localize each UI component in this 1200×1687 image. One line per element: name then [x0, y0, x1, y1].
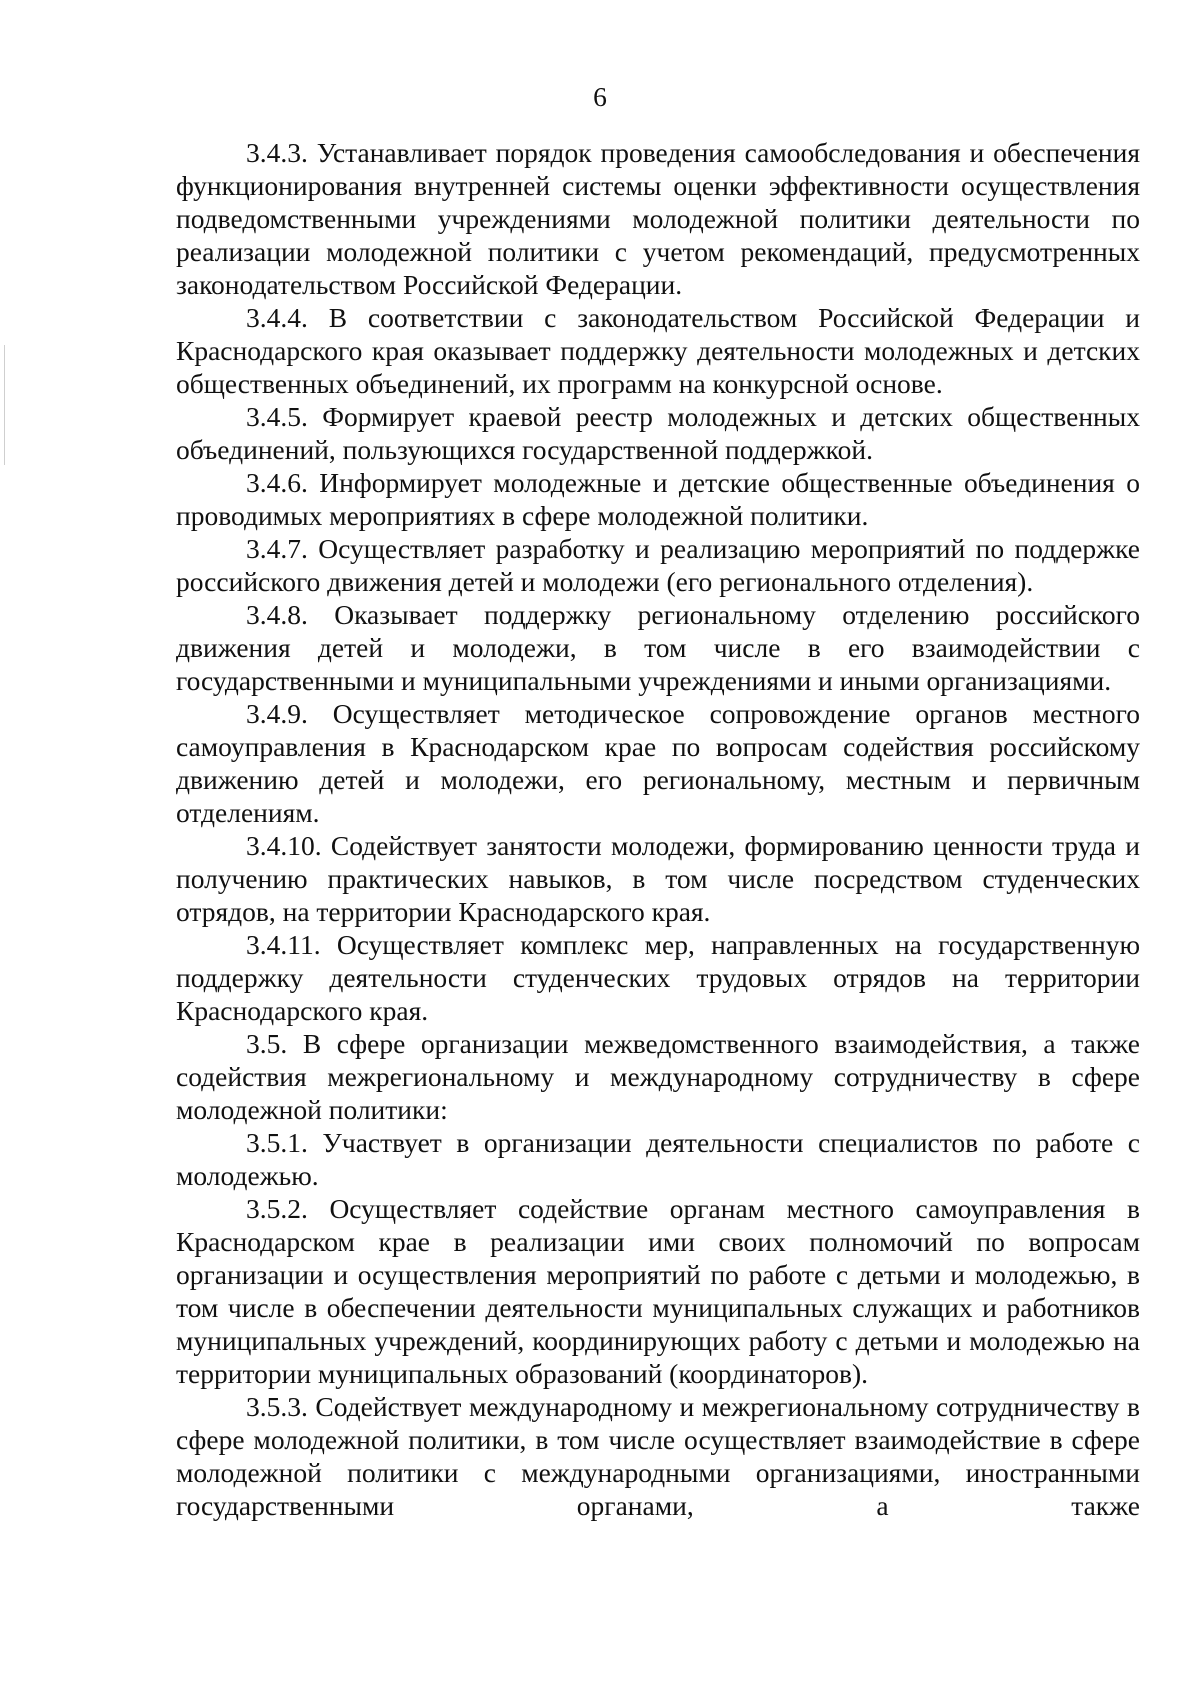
scan-edge-mark	[4, 345, 5, 465]
paragraph-3-4-3: 3.4.3. Устанавливает порядок проведения самообследования и обеспечения функционирования внутренней системы оценки эффективности осуществления подведомственными учреждениями молодежной политики деятельности по реализации молодежной политики с учетом рекомендаций, предусмотренных законодательством Российской Федерации.	[176, 137, 1140, 300]
paragraph-3-4-5: 3.4.5. Формирует краевой реестр молодежных и детских общественных объединений, пользующихся государственной поддержкой.	[176, 401, 1140, 465]
paragraph-3-4-9: 3.4.9. Осуществляет методическое сопровождение органов местного самоуправления в Краснодарском крае по вопросам содействия российскому движению детей и молодежи, его региональному, местным и первичным отделениям.	[176, 698, 1140, 828]
paragraph-3-4-8: 3.4.8. Оказывает поддержку региональному отделению российского движения детей и молодежи, в том числе в его взаимодействии с государственными и муниципальными учреждениями и иными организациями.	[176, 599, 1140, 696]
paragraph-3-4-6: 3.4.6. Информирует молодежные и детские общественные объединения о проводимых мероприятиях в сфере молодежной политики.	[176, 467, 1140, 531]
paragraph-3-5: 3.5. В сфере организации межведомственного взаимодействия, а также содействия межрегиональному и международному сотрудничеству в сфере молодежной политики:	[176, 1028, 1140, 1125]
paragraph-3-4-11: 3.4.11. Осуществляет комплекс мер, направленных на государственную поддержку деятельности студенческих трудовых отрядов на территории Краснодарского края.	[176, 929, 1140, 1026]
paragraph-3-4-10: 3.4.10. Содействует занятости молодежи, формированию ценности труда и получению практических навыков, в том числе посредством студенческих отрядов, на территории Краснодарского края.	[176, 830, 1140, 927]
page-number: 6	[593, 81, 607, 112]
paragraph-3-5-3: 3.5.3. Содействует международному и межрегиональному сотрудничеству в сфере молодежной политики, в том числе осуществляет взаимодействие в сфере молодежной политики с международными организациями, иностранными государственными органами, а также	[176, 1391, 1140, 1521]
paragraph-3-5-2: 3.5.2. Осуществляет содействие органам местного самоуправления в Краснодарском крае в реализации ими своих полномочий по вопросам организации и осуществления мероприятий по работе с детьми и молодежью, в том числе в обеспечении деятельности муниципальных служащих и работников муниципальных учреждений, координирующих работу с детьми и молодежью на территории муниципальных образований (координаторов).	[176, 1193, 1140, 1389]
paragraph-3-4-7: 3.4.7. Осуществляет разработку и реализацию мероприятий по поддержке российского движения детей и молодежи (его регионального отделения).	[176, 533, 1140, 597]
paragraph-3-4-4: 3.4.4. В соответствии с законодательством Российской Федерации и Краснодарского края оказывает поддержку деятельности молодежных и детских общественных объединений, их программ на конкурсной основе.	[176, 302, 1140, 399]
document-body	[176, 136, 1140, 1522]
paragraph-3-5-1: 3.5.1. Участвует в организации деятельности специалистов по работе с молодежью.	[176, 1127, 1140, 1191]
